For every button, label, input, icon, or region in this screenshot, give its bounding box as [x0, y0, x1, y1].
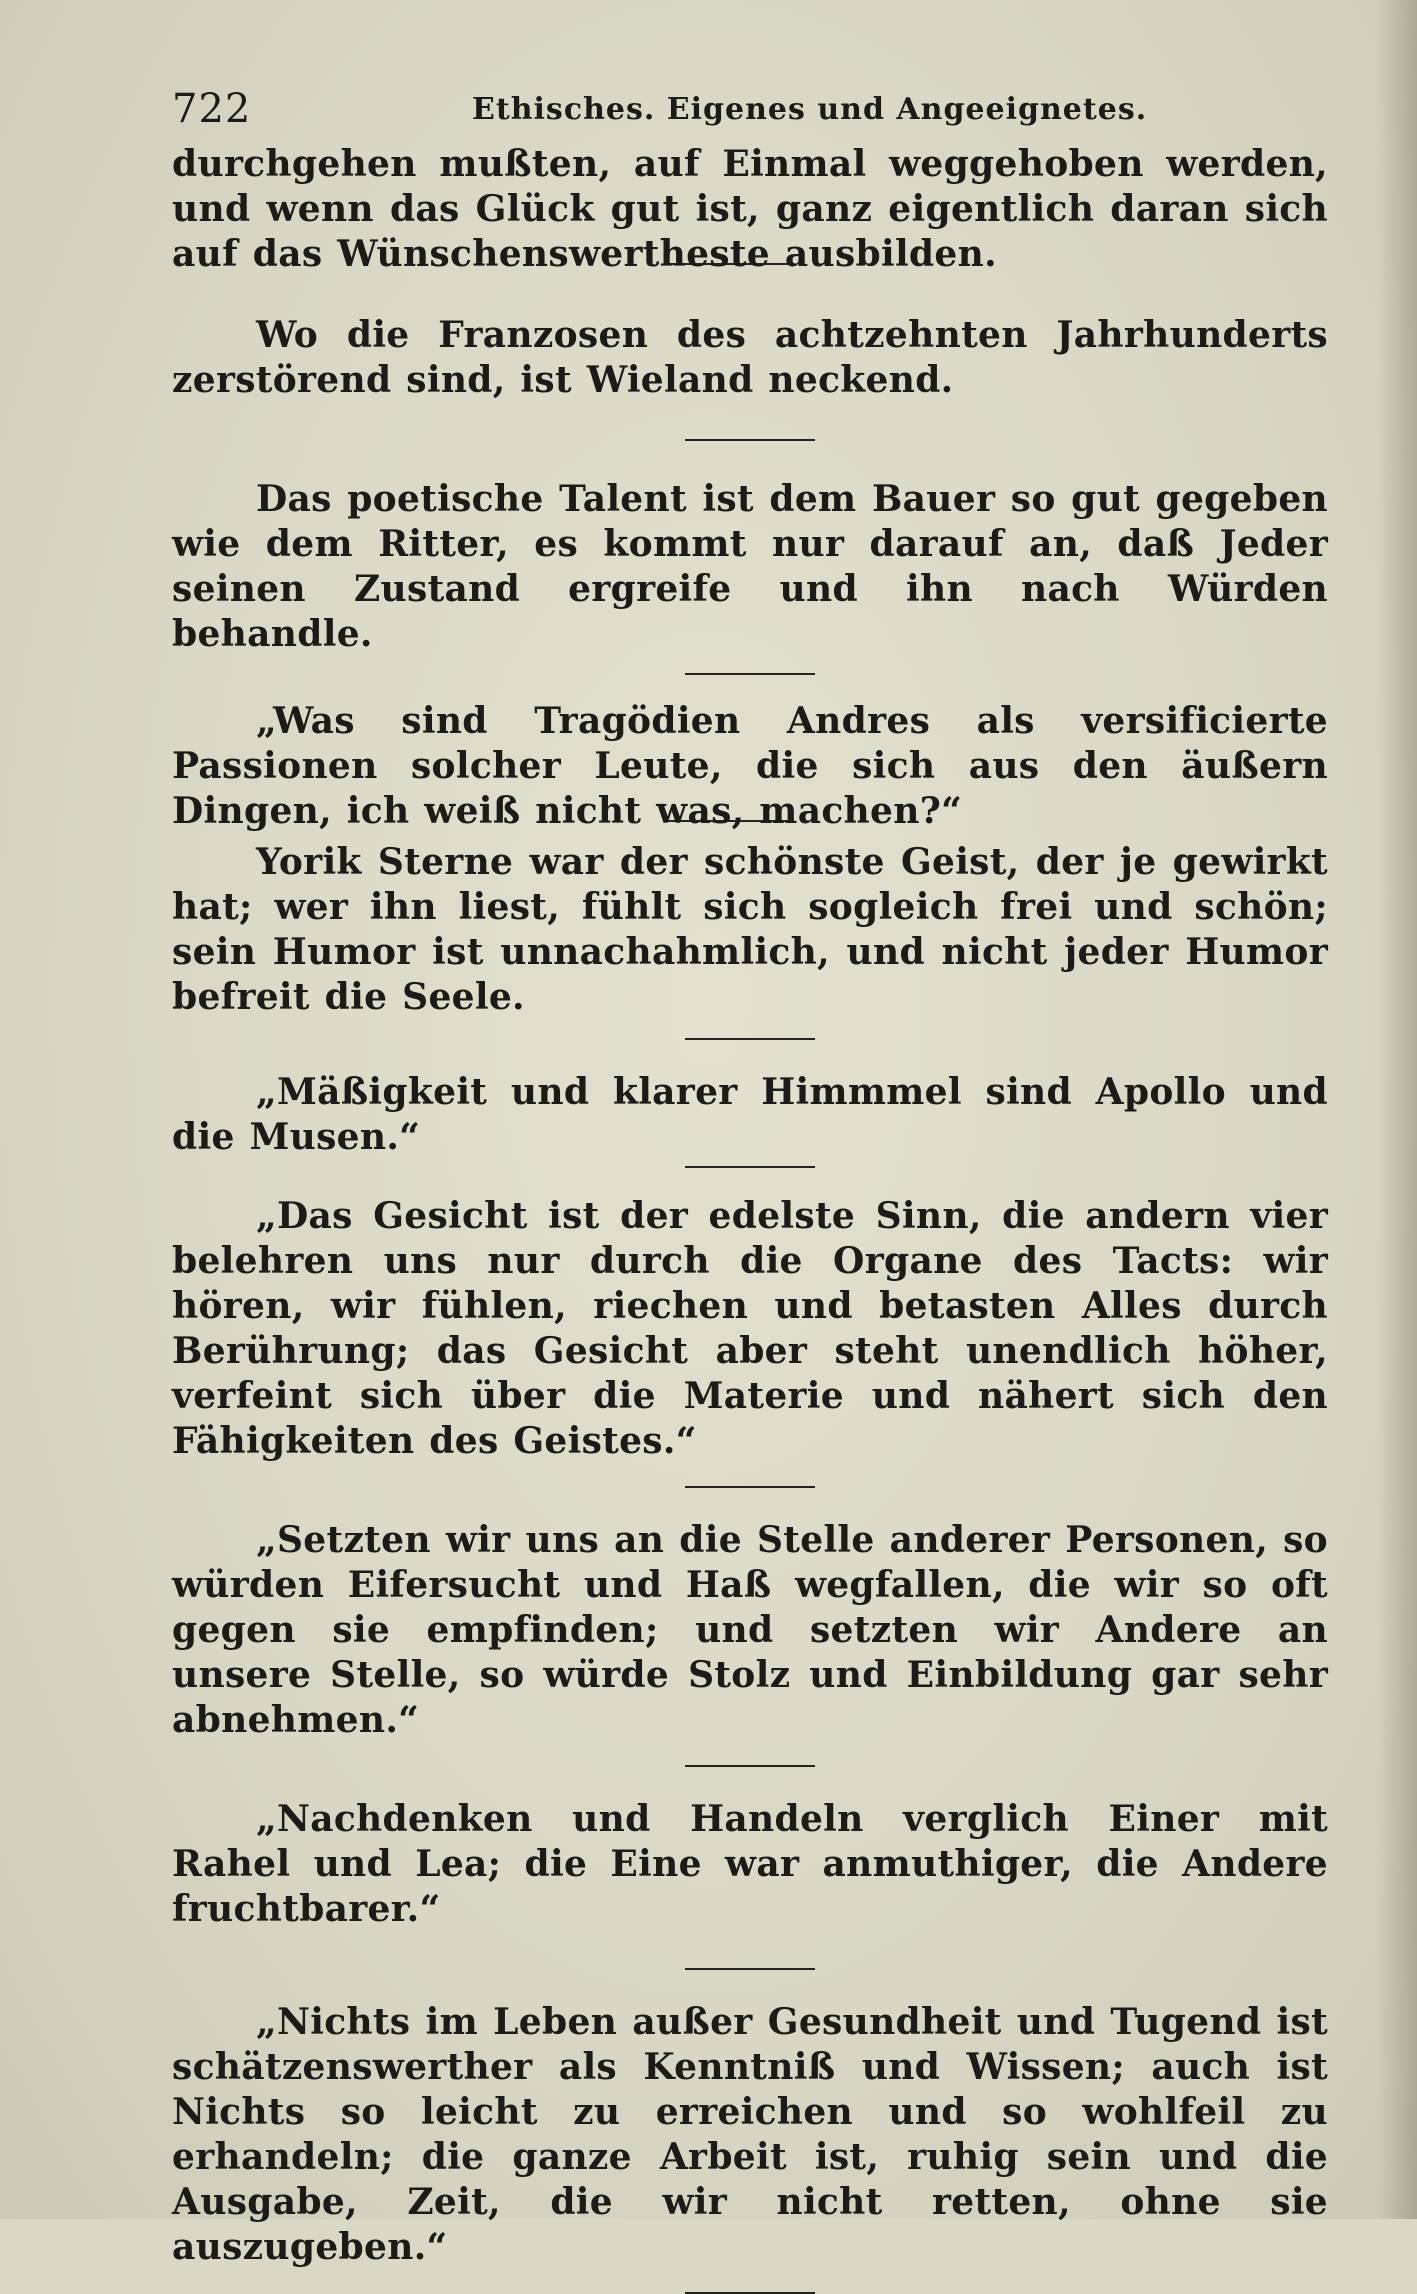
section-divider [685, 439, 815, 441]
section-divider [685, 1038, 815, 1040]
section-divider [685, 1765, 815, 1767]
paragraph: „Setzten wir uns an die Stelle anderer Personen, so würden Eifersucht und Haß wegfallen, die wir so oft gegen sie empfinden; und setzten wir Andere an unsere Stelle, so würde Stolz und Einbildung gar sehr abnehmen.“ [172, 1519, 1328, 1741]
paragraph: „Nachdenken und Handeln verglich Einer mit Rahel und Lea; die Eine war anmuthiger, die Andere fruchtbarer.“ [172, 1798, 1328, 1930]
section-divider [685, 673, 815, 675]
text-block [172, 86, 1328, 2294]
running-head: Ethisches. Eigenes und Angeeignetes. [472, 92, 1148, 127]
paragraph: „Das Gesicht ist der edelste Sinn, die andern vier belehren uns nur durch die Organe des Tacts: wir hören, wir fühlen, riechen und betasten Alles durch Berührung; das Gesicht aber steht unendlich höher, verfeint sich über die Materie und nähert sich den Fähigkeiten des Geistes.“ [172, 1195, 1328, 1462]
paragraph: „Was sind Tragödien Andres als versificierte Passionen solcher Leute, die sich aus den äußern Dingen, ich weiß nicht was, machen?“ [172, 700, 1328, 832]
paragraph: „Nichts im Leben außer Gesundheit und Tugend ist schätzenswerther als Kenntniß und Wissen; auch ist Nichts so leicht zu erreichen und so wohlfeil zu erhandeln; die ganze Arbeit ist, ruhig sein und die Ausgabe, Zeit, die wir nicht retten, ohne sie auszugeben.“ [172, 2001, 1328, 2268]
page-edge-shadow [1377, 0, 1417, 2219]
paragraph: Das poetische Talent ist dem Bauer so gut gegeben wie dem Ritter, es kommt nur darauf an, daß Jeder seinen Zustand ergreife und ihn nach Würden behandle. [172, 478, 1328, 655]
paragraph: Yorik Sterne war der schönste Geist, der je gewirkt hat; wer ihn liest, fühlt sich sogleich frei und schön; sein Humor ist unnachahmlich, und nicht jeder Humor befreit die Seele. [172, 841, 1328, 1018]
page-header [172, 86, 1328, 142]
section-divider [685, 1968, 815, 1970]
paragraph: Wo die Franzosen des achtzehnten Jahrhunderts zerstörend sind, ist Wieland neckend. [172, 314, 1328, 401]
section-divider [685, 1166, 815, 1168]
section-divider [685, 1486, 815, 1488]
page-number: 722 [172, 86, 252, 132]
paragraph-continued: durchgehen mußten, auf Einmal weggehoben werden, und wenn das Glück gut ist, ganz eigentlich daran sich auf das Wünschenswertheste ausbilden. [172, 143, 1328, 275]
paragraph: „Mäßigkeit und klarer Himmmel sind Apollo und die Musen.“ [172, 1071, 1328, 1158]
